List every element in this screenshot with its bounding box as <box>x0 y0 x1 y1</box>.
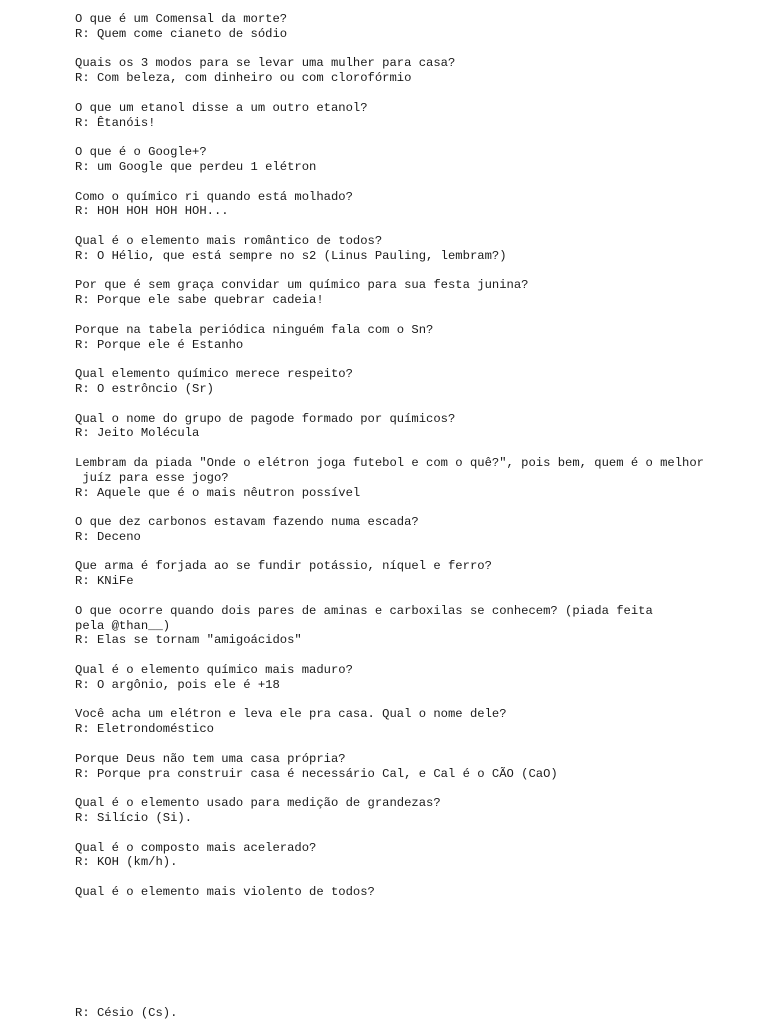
question-line: Que arma é forjada ao se fundir potássio, níquel e ferro? <box>75 559 492 574</box>
question-line: Qual elemento químico merece respeito? <box>75 367 353 382</box>
qa-block <box>75 841 745 871</box>
qa-block <box>75 796 745 826</box>
qa-block <box>75 663 745 693</box>
question-line: Qual é o elemento mais violento de todos? <box>75 885 375 900</box>
answer-line: R: KNiFe <box>75 574 134 589</box>
answer-line: R: Deceno <box>75 529 141 544</box>
answer-line: R: Porque ele é Estanho <box>75 337 244 352</box>
answer-line: R: O Hélio, que está sempre no s2 (Linus Pauling, lembram?) <box>75 248 507 263</box>
answer-line: R: um Google que perdeu 1 elétron <box>75 159 317 174</box>
question-line: Porque Deus não tem uma casa própria? <box>75 751 346 766</box>
answer-line: R: Êtanóis! <box>75 115 156 130</box>
answer-line: R: Elas se tornam "amigoácidos" <box>75 633 302 648</box>
answer-line: R: O argônio, pois ele é +18 <box>75 677 280 692</box>
question-line: Por que é sem graça convidar um químico para sua festa junina? <box>75 278 529 293</box>
question-line: Qual é o composto mais acelerado? <box>75 840 317 855</box>
qa-block <box>75 515 745 545</box>
question-line: pela @than__) <box>75 618 171 633</box>
question-line: Qual é o elemento usado para medição de grandezas? <box>75 796 441 811</box>
answer-line: R: Eletrondoméstico <box>75 722 214 737</box>
qa-block <box>75 56 745 86</box>
answer-line: R: Com beleza, com dinheiro ou com clorofórmio <box>75 71 412 86</box>
answer-line: R: KOH (km/h). <box>75 855 178 870</box>
qa-block <box>75 456 745 500</box>
answer-line: R: Jeito Molécula <box>75 426 200 441</box>
question-line: O que ocorre quando dois pares de aminas e carboxilas se conhecem? (piada feita <box>75 603 653 618</box>
question-line: Você acha um elétron e leva ele pra casa. Qual o nome dele? <box>75 707 507 722</box>
answer-line: R: Aquele que é o mais nêutron possível <box>75 485 361 500</box>
question-line: Quais os 3 modos para se levar uma mulher para casa? <box>75 56 456 71</box>
qa-block <box>75 145 745 175</box>
final-answer-line: R: Césio (Cs). <box>75 1006 178 1020</box>
qa-block <box>75 278 745 308</box>
answer-line: R: O estrôncio (Sr) <box>75 381 214 396</box>
qa-block <box>75 885 745 900</box>
question-line: O que é o Google+? <box>75 145 207 160</box>
qa-block <box>75 234 745 264</box>
question-line: Porque na tabela periódica ninguém fala com o Sn? <box>75 322 434 337</box>
document-body <box>75 12 745 915</box>
question-line: O que um etanol disse a um outro etanol? <box>75 100 368 115</box>
answer-line: R: Quem come cianeto de sódio <box>75 26 288 41</box>
question-line: Qual o nome do grupo de pagode formado por químicos? <box>75 411 456 426</box>
question-line: Qual é o elemento químico mais maduro? <box>75 663 353 678</box>
answer-line: R: HOH HOH HOH HOH... <box>75 204 229 219</box>
qa-block <box>75 559 745 589</box>
qa-block <box>75 101 745 131</box>
qa-block <box>75 12 745 42</box>
question-line: O que dez carbonos estavam fazendo numa escada? <box>75 515 419 530</box>
qa-block <box>75 323 745 353</box>
question-line: Como o químico ri quando está molhado? <box>75 189 353 204</box>
qa-block <box>75 412 745 442</box>
question-line: juíz para esse jogo? <box>75 470 229 485</box>
qa-block <box>75 367 745 397</box>
question-line: O que é um Comensal da morte? <box>75 12 288 26</box>
answer-line: R: Silício (Si). <box>75 811 193 826</box>
question-line: Lembram da piada "Onde o elétron joga futebol e com o quê?", pois bem, quem é o melhor <box>75 455 704 470</box>
answer-line: R: Porque pra construir casa é necessário Cal, e Cal é o CÃO (CaO) <box>75 766 558 781</box>
question-line: Qual é o elemento mais romântico de todos? <box>75 233 383 248</box>
qa-block <box>75 707 745 737</box>
qa-block <box>75 604 745 648</box>
qa-block <box>75 752 745 782</box>
answer-line: R: Porque ele sabe quebrar cadeia! <box>75 293 324 308</box>
qa-block <box>75 190 745 220</box>
